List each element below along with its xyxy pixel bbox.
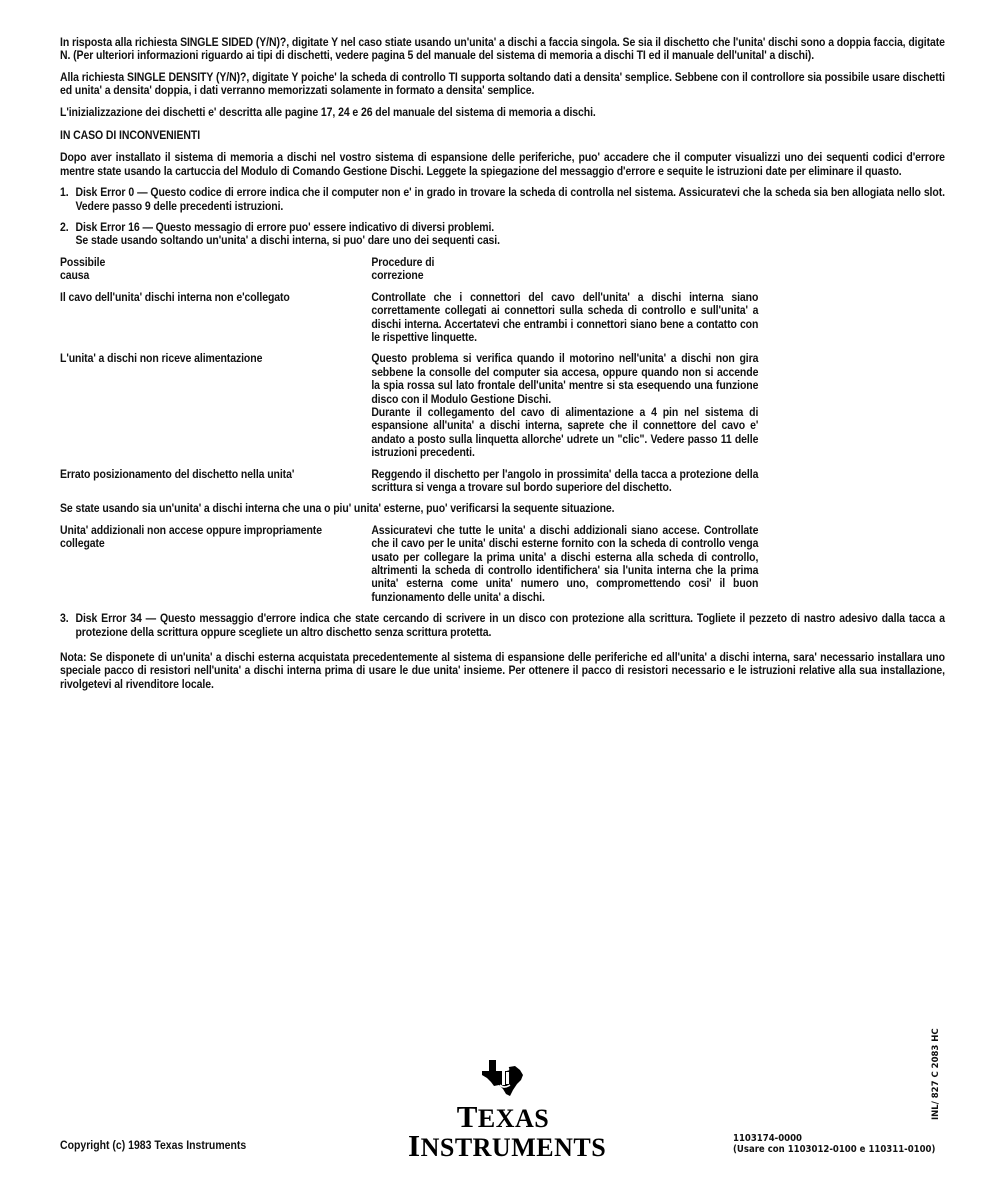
paragraph-initialization: L'inizializzazione dei dischetti e' descritta alle pagine 17, 24 e 26 del manuale del sistema di memoria a dischi. xyxy=(60,104,596,119)
paragraph-single-sided: In risposta alla richiesta SINGLE SIDED (Y/N)?, digitate Y nel caso stiate usando un'unita' a dischi a faccia singola. Se sia il dischetto che l'unita' dischi sono a doppia faccia, digitate N. (Per ulteriori informazioni riguardo ai tipi di dischetti, vedere pagina 5 del manuale del sistema di memoria a dischi TI ed il manuale dell'unital' a dischi). xyxy=(60,35,945,63)
brand-wordmark xyxy=(408,1099,607,1163)
list-text xyxy=(75,221,944,248)
cause-cell: L'unita' a dischi non riceve alimentazione xyxy=(60,351,263,366)
fix-cell: Assicuratevi che tutte le unita' a dischi addizionali siano accese. Controllate che il cavo per le unita' dischi esterne fornito con la scheda di controllo venga usato per collegare la prima unita' a dischi esterna alla scheda di controllo, altrimenti la scheda di controllo identifichera' sia l'unita interna che la prima unita' esterna come unita' numero uno, compromettendo cosi' il buon funzionamento delle unita' a dischi. xyxy=(371,522,759,604)
list-text-line: Se stade usando soltando un'unita' a dischi interna, si puo' dare uno dei sequenti casi. xyxy=(75,233,500,248)
list-text: Disk Error 0 — Questo codice di errore indica che il computer non e' in grado in trovare la scheda di controlla nel sistema. Assicuratevi che la scheda sia ben allogiata nello slot. Vedere passo 9 delle precedenti istruzioni. xyxy=(75,185,945,213)
fix-paragraph: Durante il collegamento del cavo di alimentazione a 4 pin nel sistema di espansione all'unita' a dischi interna, saprete che il connettore del cavo e' andato a posto sulla linquetta allorche' udrete un "clic". Vedere passo 11 delle istruzioni precedenti. xyxy=(371,404,759,460)
usage-note: (Usare con 1103012-0100 e 110311-0100) xyxy=(733,1144,936,1155)
brand-logo xyxy=(408,1058,607,1163)
cause-cell: Unita' addizionali non accese oppure impropriamente collegate xyxy=(60,522,322,551)
note-paragraph: Nota: Se disponete di un'unita' a dischi esterna acquistata precedentemente al sistema di espansione delle periferiche ed all'unita' a dischi interna, sara' necessario installara uno speciale pacco di resistori nell'unita' a dischi interna prima di usare le due unita' insieme. Per ottenere il pacco di resistori necessario e le istruzioni relative alla sua installazione, rivolgetevi al rivenditore locale. xyxy=(60,650,945,691)
brand-initial: I xyxy=(408,1128,421,1163)
cause-cell: Il cavo dell'unita' dischi interna non e'collegato xyxy=(60,289,290,304)
fix-cell: Controllate che i connettori del cavo dell'unita' a dischi interna siano correttamente collegati ai connettori sulla scheda di controllo e sull'unita' a dischi interna. Accertatevi che entrambi i connettori siano bene a contatto con le rispettive linquette. xyxy=(371,289,759,344)
list-item-error-16 xyxy=(60,221,945,248)
list-number: 2. xyxy=(60,220,69,235)
print-code: INL/ 827 C 2083 HC xyxy=(931,1028,941,1120)
cause-cell: Errato posizionamento del dischetto nella unita' xyxy=(60,466,295,481)
fix-cell xyxy=(371,352,758,459)
list-text: Disk Error 34 — Questo messaggio d'errore indica che state cercando di scrivere in un disco con protezione alla scrittura. Togliete il pezzeto di nastro adesivo dalla tacca a protezione della scrittura oppure scegliete un altro dischetto senza scrittura protetta. xyxy=(75,611,945,639)
brand-initial: T xyxy=(456,1099,478,1134)
list-text-line: Disk Error 16 — Questo messagio di errore puo' essere indicativo di diversi problemi. xyxy=(75,220,495,235)
table-header xyxy=(60,256,945,283)
part-number: 1103174-0000 xyxy=(733,1133,802,1144)
brand-text: EXAS xyxy=(477,1104,550,1133)
external-units-intro: Se state usando sia un'unita' a dischi interna che una o piu' unita' esterne, puo' verificarsi la sequente situazione. xyxy=(60,501,615,516)
brand-text: NSTRUMENTS xyxy=(420,1133,607,1162)
fix-cell: Reggendo il dischetto per l'angolo in prossimita' della tacca a protezione della scrittura si venga a trovare sul bordo superiore del dischetto. xyxy=(371,466,759,494)
header-fix-line: Procedure di xyxy=(371,254,435,269)
list-number: 3. xyxy=(60,611,69,626)
list-item-error-34 xyxy=(60,612,945,639)
header-cause-line: Possibile xyxy=(60,254,106,269)
table-row xyxy=(60,291,945,345)
fix-paragraph: Questo problema si verifica quando il motorino nell'unita' a dischi non gira sebbene la consolle del computer sia accesa, oppure quando non si accende la spia rossa sul lato frontale dell'unita' mentre si sta esequendo una funzione disco con il Modulo Gestione Dischi. xyxy=(371,351,759,406)
copyright-text: Copyright (c) 1983 Texas Instruments xyxy=(60,1138,247,1152)
list-item-error-0 xyxy=(60,186,945,213)
header-fix xyxy=(371,256,758,283)
paragraph-single-density: Alla richiesta SINGLE DENSITY (Y/N)?, digitate Y poiche' la scheda di controllo TI supporta soltando dati a densita' semplice. Sebbene con il controllore sia possibile usare dischetti ed unita' a densita' doppia, i dati verranno memorizzati solamente in formato a densita' semplice. xyxy=(60,69,945,98)
part-number-block xyxy=(733,1133,935,1155)
troubleshooting-intro: Dopo aver installato il sistema di memoria a dischi nel vostro sistema di espansione delle periferiche, puo' accadere che il computer visualizzi uno dei sequenti codici d'errore mentre state usando la cartuccia del Modulo di Comando Gestione Dischi. Leggete la spiegazione del messaggio d'errore e sequite le istruzioni date per eliminare il quasto. xyxy=(60,150,945,178)
header-cause-line: causa xyxy=(60,268,90,283)
section-heading: IN CASO DI INCONVENIENTI xyxy=(60,128,201,143)
list-number: 1. xyxy=(60,185,69,200)
header-fix-line: correzione xyxy=(371,268,424,283)
document-body xyxy=(60,36,945,691)
table-row xyxy=(60,352,945,459)
table-row xyxy=(60,468,945,495)
table-row xyxy=(60,524,945,604)
texas-instruments-logo-icon xyxy=(479,1058,527,1098)
document-page xyxy=(60,36,945,699)
header-cause xyxy=(60,256,371,283)
